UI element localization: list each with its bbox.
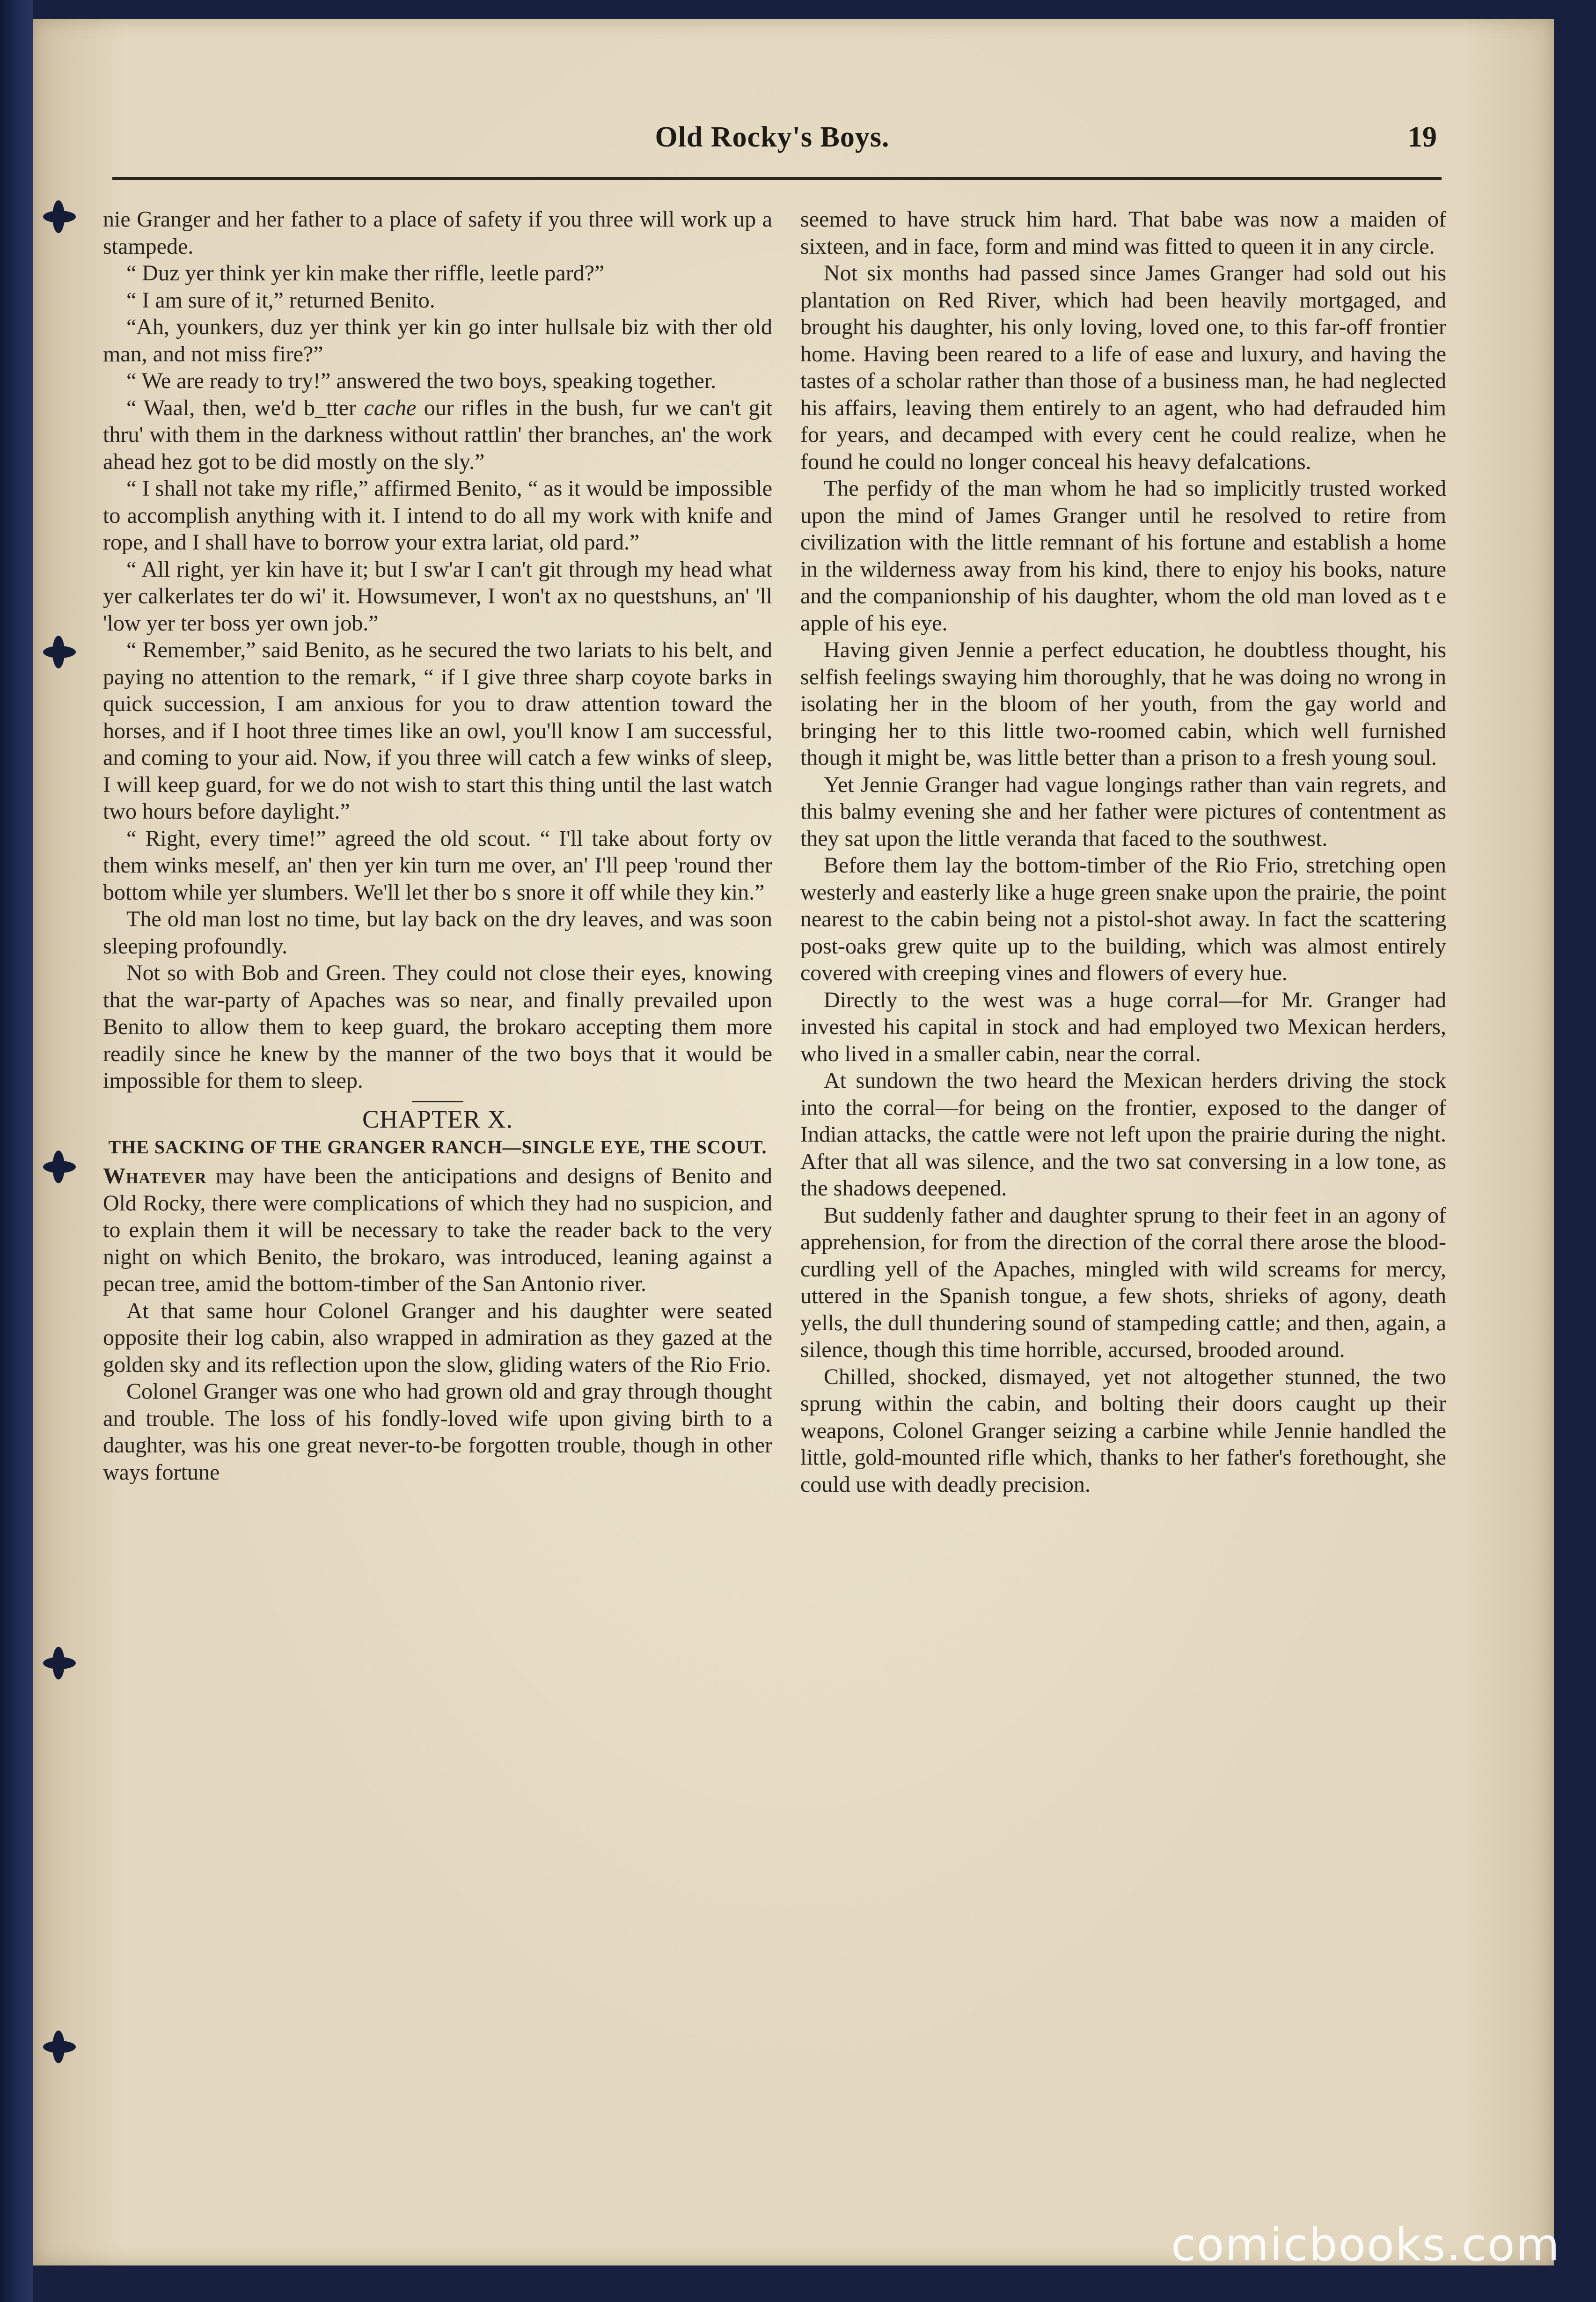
- paragraph: “ All right, yer kin have it; but I sw'ar I can't git through my head what yer calkerlates ter do wi' it. Howsumever, I won't ax no questshuns, an' 'll 'low yer ter boss yer own job.”: [103, 557, 772, 636]
- paragraph: “ Right, every time!” agreed the old scout. “ I'll take about forty ov them winks meself, an' then yer kin turn me over, an' I'll peep 'round ther bottom while yer slumbers. We'll let ther bo s snore it off while they kin.”: [103, 826, 772, 905]
- paragraph: At sundown the two heard the Mexican herders driving the stock into the corral—for being on the frontier, exposed to the danger of Indian attacks, the cattle were not left upon the prairie during the night. After that all was silence, and the two sat conversing in a low tone, as the shadows deepened.: [800, 1068, 1446, 1201]
- staple-hole: [43, 211, 76, 223]
- header-rule: [112, 177, 1442, 180]
- paragraph: Before them lay the bottom-timber of the Rio Frio, stretching open westerly and easterly like a huge green snake upon the prairie, the point nearest to the cabin being not a pistol-shot away. In fact the scattering post-oaks grew quite up to the building, which was almost entirely covered with creeping vines and flowers of every hue.: [800, 853, 1446, 985]
- running-head-title: Old Rocky's Boys.: [655, 121, 890, 153]
- staple-hole: [43, 1161, 76, 1173]
- italic-word: cache: [364, 395, 417, 420]
- paragraph: But suddenly father and daughter sprung to their feet in an agony of apprehension, for from the direction of the corral there arose the blood-curdling yell of the Apaches, mingled with wild screams for mercy, uttered in the Spanish tongue, a few shots, shrieks of agony, death yells, the dull thundering sound of stampeding cattle; and then, again, a silence, though this time horrible, accursed, brooded around.: [800, 1202, 1446, 1362]
- paragraph: Chilled, shocked, dismayed, yet not altogether stunned, the two sprung within the cabin, and bolting their doors caught up their weapons, Colonel Granger seizing a carbine while Jennie handled the little, gold-mounted rifle which, thanks to her father's forethought, she could use with deadly precision.: [800, 1364, 1446, 1497]
- paragraph: [103, 395, 772, 476]
- chapter-subheading: THE SACKING OF THE GRANGER RANCH—SINGLE EYE, THE SCOUT.: [108, 1136, 767, 1158]
- text-run: may have been the anticipations and designs of Benito and Old Rocky, there were complications of which they had no suspicion, and to explain them it will be necessary to take the reader back to the very night on which Benito, the brokaro, was introduced, leaning against a pecan tree, amid the bottom-timber of the San Antonio river.: [103, 1164, 772, 1296]
- paragraph: “ We are ready to try!” answered the two boys, speaking together.: [126, 368, 717, 393]
- drop-word: Whatever: [103, 1164, 207, 1188]
- paragraph: [103, 1163, 772, 1298]
- paragraph: Colonel Granger was one who had grown old and gray through thought and trouble. The loss of his fondly-loved wife upon giving birth to a daughter, was his one great never-to-be forgotten trouble, though in other ways fortune: [103, 1379, 772, 1485]
- page-number: 19: [1408, 121, 1437, 153]
- paragraph: The old man lost no time, but lay back on the dry leaves, and was soon sleeping profoundly.: [103, 907, 772, 959]
- paragraph: At that same hour Colonel Granger and his daughter were seated opposite their log cabin, also wrapped in admiration as they gazed at the golden sky and its reflection upon the slow, gliding waters of the Rio Frio.: [103, 1298, 772, 1377]
- text-run: our rifles in the bush, fur we can't git thru' with them in the darkness without rattlin' ther branches, an' the work ahead hez got to be did mostly on the sly.”: [103, 395, 773, 474]
- text-run: “ Waal, then, we'd b_tter: [126, 395, 364, 420]
- paragraph: Not so with Bob and Green. They could not close their eyes, knowing that the war-party of Apaches was so near, and finally prevailed upon Benito to allow them to keep guard, the brokaro accepting them more readily since he knew by the manner of the two boys that it would be impossible for them to sleep.: [103, 960, 772, 1093]
- paragraph: “ Duz yer think yer kin make ther riffle, leetle pard?”: [126, 261, 605, 286]
- paragraph: “ I am sure of it,” returned Benito.: [126, 287, 435, 313]
- paragraph: nie Granger and her father to a place of safety if you three will work up a stampede.: [103, 207, 772, 259]
- chapter-heading: CHAPTER X.: [362, 1105, 513, 1133]
- staple-hole: [43, 2041, 76, 2053]
- paragraph: seemed to have struck him hard. That babe was now a maiden of sixteen, and in face, form and mind was fitted to queen it in any circle.: [800, 207, 1446, 259]
- staple-hole: [43, 1657, 76, 1669]
- paragraph: Yet Jennie Granger had vague longings rather than vain regrets, and this balmy evening she and her father were pictures of contentment as they sat upon the little veranda that faced to the southwest.: [800, 772, 1446, 851]
- site-watermark: comicbooks.com: [1171, 2219, 1560, 2271]
- paragraph: Not six months had passed since James Granger had sold out his plantation on Red River, which had been heavily mortgaged, and brought his daughter, his only loving, loved one, to this far-off frontier home. Having been reared to a life of ease and luxury, and having the tastes of a scholar rather than those of a business man, he had neglected his affairs, leaving them entirely to an agent, who had defrauded him for years, and decamped with every cent he could realize, when he found he could no longer conceal his heavy defalcations.: [800, 261, 1446, 474]
- chapter-divider: [412, 1101, 463, 1102]
- staple-hole: [43, 646, 76, 658]
- paragraph: Directly to the west was a huge corral—for Mr. Granger had invested his capital in stock and had employed two Mexican herders, who lived in a smaller cabin, near the corral.: [800, 987, 1446, 1066]
- right-column: [800, 206, 1446, 1498]
- left-column: [103, 206, 772, 1486]
- binding-spine: [0, 0, 33, 2302]
- paragraph: “ I shall not take my rifle,” affirmed Benito, “ as it would be impossible to accomplish anything with it. I intend to do all my work with knife and rope, and I shall have to borrow your extra lariat, old pard.”: [103, 476, 772, 555]
- paragraph: “ Remember,” said Benito, as he secured the two lariats to his belt, and paying no attention to the remark, “ if I give three sharp coyote barks in quick succession, I am anxious for you to draw attention toward the horses, and if I hoot three times like an owl, you'll know I am successful, and coming to your aid. Now, if you three will catch a few winks of sleep, I will keep guard, for we do not wish to start this thing until the last watch two hours before daylight.”: [103, 638, 772, 824]
- paragraph: The perfidy of the man whom he had so implicitly trusted worked upon the mind of James Granger until he resolved to retire from civilization with the little remnant of his fortune and establish a home in the wilderness away from his kind, there to enjoy his books, nature and the companionship of his daughter, whom the old man loved as t e apple of his eye.: [800, 476, 1446, 636]
- paragraph: “Ah, younkers, duz yer think yer kin go inter hullsale biz with ther old man, and not miss fire?”: [103, 315, 772, 367]
- paragraph: Having given Jennie a perfect education, he doubtless thought, his selfish feelings swaying him thoroughly, that he was doing no wrong in isolating her in the bloom of her youth, from the gay world and bringing her to this little two-roomed cabin, which well furnished though it might be, was little better than a prison to a fresh young soul.: [800, 638, 1446, 770]
